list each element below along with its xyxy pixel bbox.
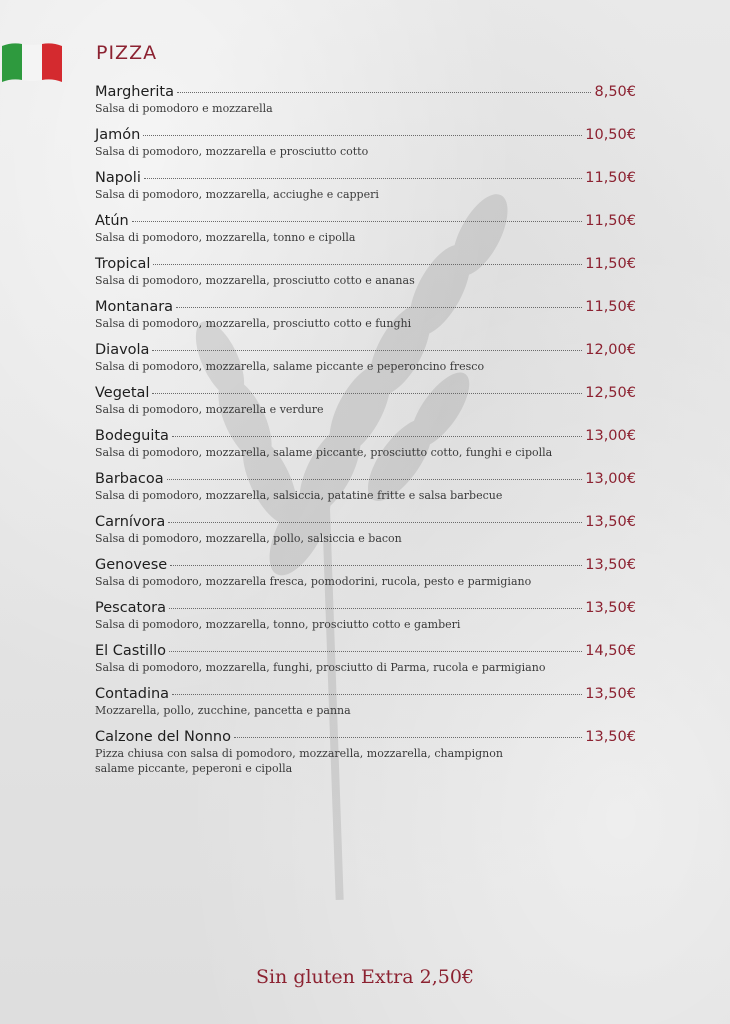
menu-item bbox=[95, 471, 636, 514]
item-description: Salsa di pomodoro, mozzarella, salame piccante e peperoncino fresco bbox=[95, 360, 485, 373]
menu-item bbox=[95, 84, 636, 127]
dot-leader bbox=[152, 350, 582, 351]
item-name: Barbacoa bbox=[95, 471, 164, 487]
menu-item bbox=[95, 127, 636, 170]
dot-leader bbox=[144, 178, 582, 179]
item-price: 12,00€ bbox=[585, 342, 636, 358]
item-description: Salsa di pomodoro, mozzarella, salsiccia, patatine fritte e salsa barbecue bbox=[95, 489, 503, 502]
item-description: Salsa di pomodoro, mozzarella, prosciutto cotto e funghi bbox=[95, 317, 412, 330]
dot-leader bbox=[234, 737, 582, 738]
item-price: 13,50€ bbox=[585, 557, 636, 573]
italian-flag-icon bbox=[0, 40, 64, 84]
dot-leader bbox=[172, 694, 582, 695]
item-name: Bodeguita bbox=[95, 428, 169, 444]
gluten-free-note: Sin gluten Extra 2,50€ bbox=[255, 966, 475, 988]
item-price: 13,50€ bbox=[585, 686, 636, 702]
item-price: 14,50€ bbox=[585, 643, 636, 659]
dot-leader bbox=[152, 393, 582, 394]
item-price: 11,50€ bbox=[585, 213, 636, 229]
item-name: Calzone del Nonno bbox=[95, 729, 231, 745]
item-price: 13,50€ bbox=[585, 514, 636, 530]
item-description: Salsa di pomodoro, mozzarella e verdure bbox=[95, 403, 324, 416]
menu-item bbox=[95, 600, 636, 643]
dot-leader bbox=[170, 565, 582, 566]
dot-leader bbox=[176, 307, 582, 308]
menu-item bbox=[95, 299, 636, 342]
dot-leader bbox=[177, 92, 592, 93]
menu-item bbox=[95, 213, 636, 256]
item-description: Salsa di pomodoro, mozzarella, funghi, prosciutto di Parma, rucola e parmigiano bbox=[95, 661, 546, 674]
pizza-menu-list bbox=[95, 84, 636, 789]
item-name: Tropical bbox=[95, 256, 151, 272]
dot-leader bbox=[169, 608, 582, 609]
item-name: Contadina bbox=[95, 686, 170, 702]
dot-leader bbox=[169, 651, 582, 652]
item-price: 13,50€ bbox=[585, 729, 636, 745]
menu-item bbox=[95, 170, 636, 213]
item-price: 13,50€ bbox=[585, 600, 636, 616]
item-price: 12,50€ bbox=[585, 385, 636, 401]
item-description: Salsa di pomodoro, mozzarella, acciughe e capperi bbox=[95, 188, 379, 201]
menu-item bbox=[95, 342, 636, 385]
item-name: Diavola bbox=[95, 342, 150, 358]
dot-leader bbox=[132, 221, 583, 222]
menu-item bbox=[95, 643, 636, 686]
item-name: Atún bbox=[95, 213, 129, 229]
item-description: Salsa di pomodoro e mozzarella bbox=[95, 102, 273, 115]
item-description: Salsa di pomodoro, mozzarella, tonno, prosciutto cotto e gamberi bbox=[95, 618, 461, 631]
item-description: Salsa di pomodoro, mozzarella e prosciutto cotto bbox=[95, 145, 369, 158]
item-description: Pizza chiusa con salsa di pomodoro, mozzarella, mozzarella, champignon bbox=[95, 747, 503, 760]
item-price: 13,00€ bbox=[585, 428, 636, 444]
menu-item bbox=[95, 686, 636, 729]
menu-item bbox=[95, 514, 636, 557]
item-description: Salsa di pomodoro, mozzarella, tonno e cipolla bbox=[95, 231, 356, 244]
dot-leader bbox=[172, 436, 582, 437]
item-name: Margherita bbox=[95, 84, 174, 100]
menu-item bbox=[95, 729, 636, 789]
item-price: 11,50€ bbox=[585, 170, 636, 186]
item-price: 8,50€ bbox=[594, 84, 636, 100]
item-description: Mozzarella, pollo, zucchine, pancetta e panna bbox=[95, 704, 351, 717]
item-name: Pescatora bbox=[95, 600, 166, 616]
dot-leader bbox=[153, 264, 582, 265]
menu-item bbox=[95, 557, 636, 600]
item-price: 11,50€ bbox=[585, 256, 636, 272]
item-price: 10,50€ bbox=[585, 127, 636, 143]
item-name: El Castillo bbox=[95, 643, 167, 659]
item-name: Vegetal bbox=[95, 385, 150, 401]
item-description: Salsa di pomodoro, mozzarella, salame piccante, prosciutto cotto, funghi e cipolla bbox=[95, 446, 553, 459]
item-description: Salsa di pomodoro, mozzarella, pollo, salsiccia e bacon bbox=[95, 532, 402, 545]
dot-leader bbox=[167, 479, 583, 480]
menu-item bbox=[95, 428, 636, 471]
section-title: PIZZA bbox=[96, 42, 158, 64]
item-price: 11,50€ bbox=[585, 299, 636, 315]
item-name: Montanara bbox=[95, 299, 174, 315]
menu-item bbox=[95, 385, 636, 428]
menu-item bbox=[95, 256, 636, 299]
item-name: Jamón bbox=[95, 127, 141, 143]
dot-leader bbox=[143, 135, 582, 136]
item-name: Carnívora bbox=[95, 514, 166, 530]
dot-leader bbox=[168, 522, 582, 523]
item-price: 13,00€ bbox=[585, 471, 636, 487]
item-description: Salsa di pomodoro, mozzarella fresca, pomodorini, rucola, pesto e parmigiano bbox=[95, 575, 532, 588]
item-description: Salsa di pomodoro, mozzarella, prosciutto cotto e ananas bbox=[95, 274, 415, 287]
item-description-line2: salame piccante, peperoni e cipolla bbox=[95, 762, 293, 775]
item-name: Genovese bbox=[95, 557, 168, 573]
item-name: Napoli bbox=[95, 170, 141, 186]
